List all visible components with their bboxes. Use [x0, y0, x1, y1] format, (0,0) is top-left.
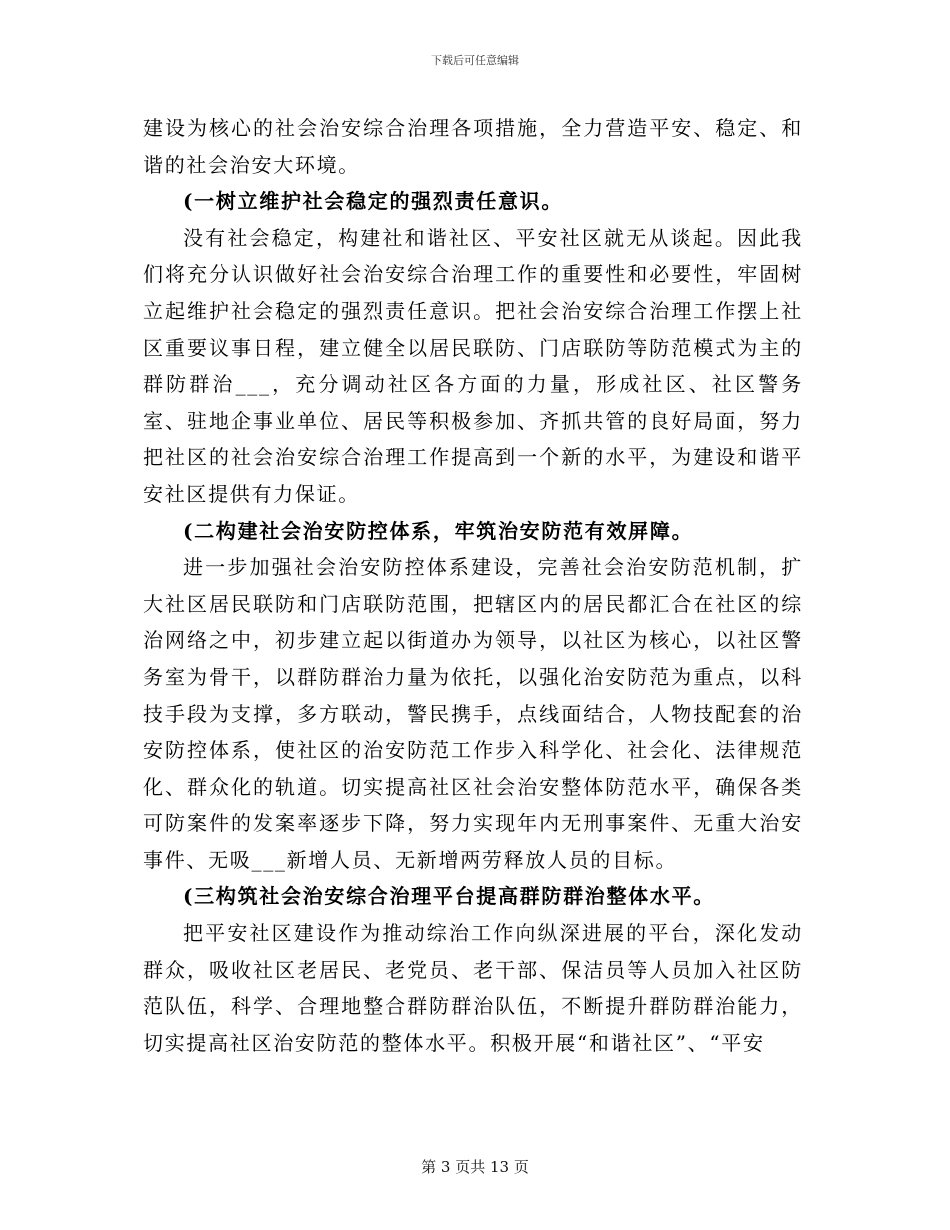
- paragraph-body: 没有社会稳定，构建社和谐社区、平安社区就无从谈起。因此我们将充分认识做好社会治安综合治理工作的重要性和必要性，牢固树立起维护社会稳定的强烈责任意识。把社会治安综合治理工作摆上社区重要议事日程，建立健全以居民联防、门店联防等防范模式为主的群防群治___，充分调动社区各方面的力量，形成社区、社区警务室、驻地企事业单位、居民等积极参加、齐抓共管的良好局面，努力把社区的社会治安综合治理工作提高到一个新的水平，为建设和谐平安社区提供有力保证。: [143, 225, 803, 506]
- page-number-footer: 第 3 页共 13 页: [421, 1158, 529, 1176]
- section-heading-1: (一树立维护社会稳定的强烈责任意识。: [183, 189, 564, 214]
- paragraph-body: 把平安社区建设作为推动综治工作向纵深进展的平台，深化发动群众，吸收社区老居民、老党员、老干部、保洁员等人员加入社区防范队伍，科学、合理地整合群防群治队伍，不断提升群防群治能力，切实提高社区治安防范的整体水平。积极开展“和谐社区”、“平安: [143, 921, 803, 1055]
- header-note: 下载后可任意编辑: [431, 54, 519, 67]
- document-body: [143, 110, 803, 1061]
- section-heading-2: (二构建社会治安防控体系，牢筑治安防范有效屏障。: [183, 518, 694, 543]
- section-heading-3: (三构筑社会治安综合治理平台提高群防群治整体水平。: [183, 884, 715, 909]
- paragraph-body: 进一步加强社会治安防控体系建设，完善社会治安防范机制，扩大社区居民联防和门店联防范围，把辖区内的居民都汇合在社区的综治网络之中，初步建立起以街道办为领导，以社区为核心，以社区警务室为骨干，以群防群治力量为依托，以强化治安防范为重点，以科技手段为支撑，多方联动，警民携手，点线面结合，人物技配套的治安防控体系，使社区的治安防范工作步入科学化、社会化、法律规范化、群众化的轨道。切实提高社区社会治安整体防范水平，确保各类可防案件的发案率逐步下降，努力实现年内无刑事案件、无重大治安事件、无吸___新增人员、无新增两劳释放人员的目标。: [143, 555, 803, 872]
- paragraph-continuation: 建设为核心的社会治安综合治理各项措施，全力营造平安、稳定、和谐的社会治安大环境。: [143, 116, 803, 177]
